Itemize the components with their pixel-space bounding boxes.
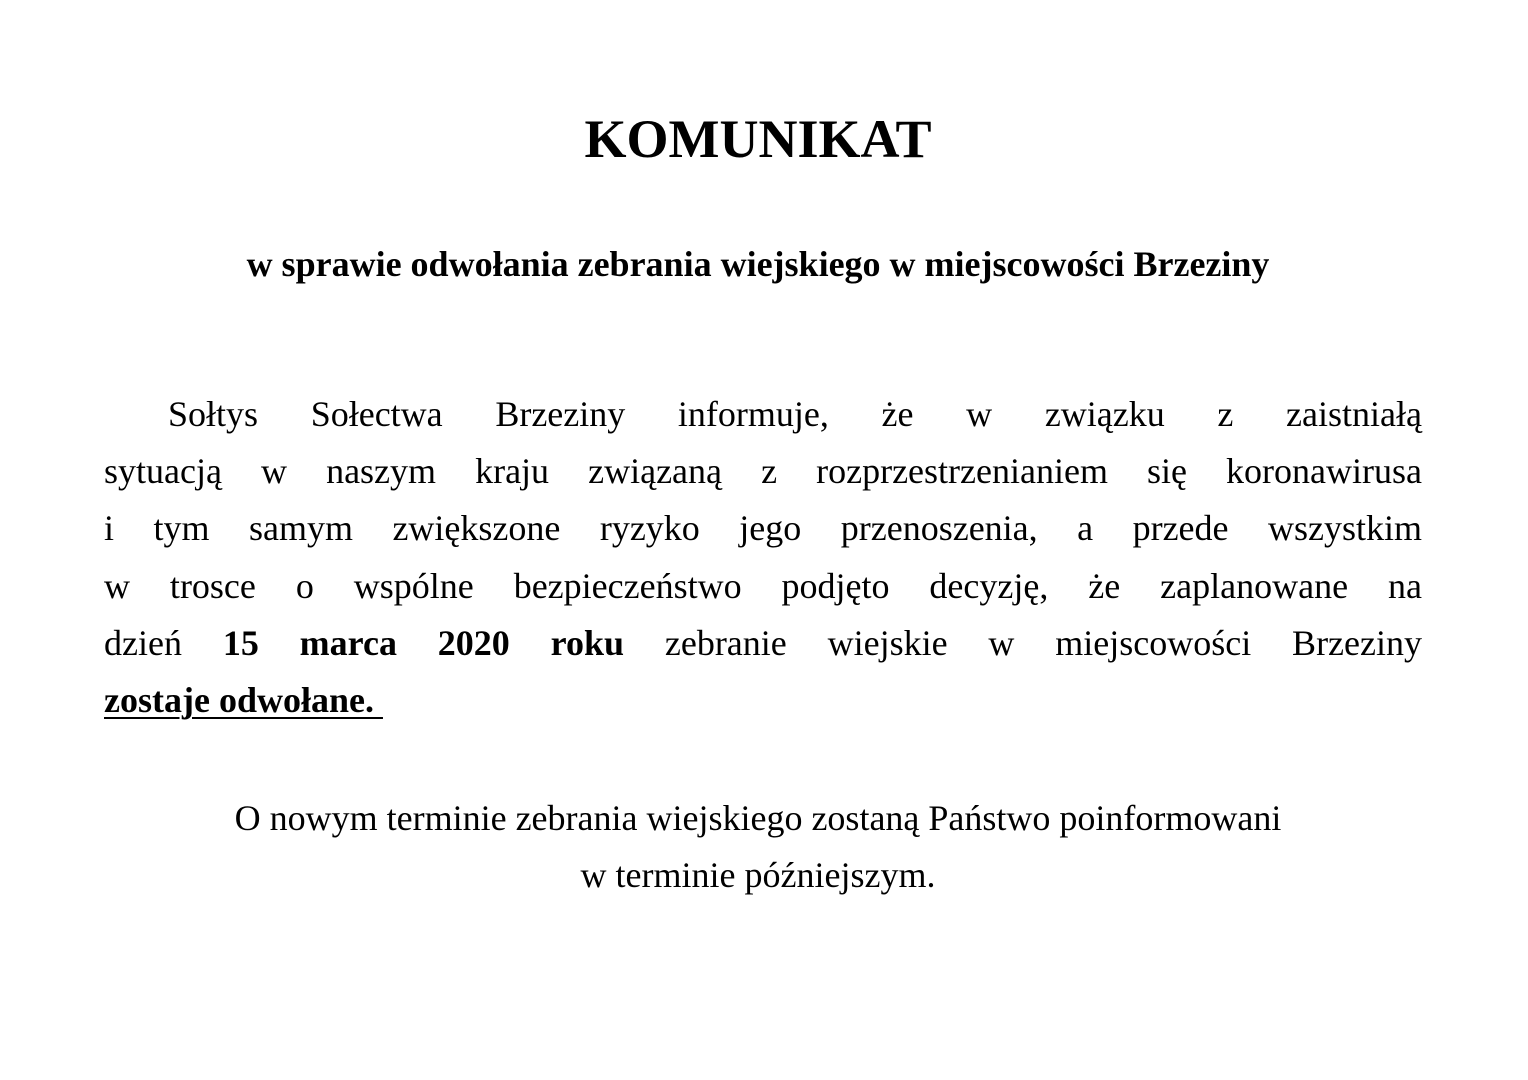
meeting-date: 15 marca 2020 roku	[222, 622, 625, 663]
body-line-1: Sołtys Sołectwa Brzeziny informuje, że w związku z zaistniałą	[168, 394, 1422, 434]
closing-line-2: w terminie późniejszym.	[580, 855, 936, 895]
document-subtitle: w sprawie odwołania zebrania wiejskiego w miejscowości Brzeziny	[246, 244, 1270, 284]
body-line-3: i tym samym zwiększone ryzyko jego przenoszenia, a przede wszystkim	[104, 508, 1422, 549]
body-line-5	[104, 615, 1422, 672]
body-line-2: sytuacją w naszym kraju związaną z rozprzestrzenianiem się koronawirusa	[104, 451, 1422, 492]
body-line-6	[104, 672, 1422, 729]
document-title: KOMUNIKAT	[584, 109, 932, 169]
closing-note	[0, 790, 1516, 904]
body-line-5-suffix: zebranie wiejskie w miejscowości Brzeziny	[664, 622, 1422, 663]
announcement-body	[104, 386, 1422, 729]
cancellation-notice: zostaje odwołane.	[104, 680, 383, 721]
body-line-4: w trosce o wspólne bezpieczeństwo podjęto decyzję, że zaplanowane na	[104, 565, 1422, 606]
body-line-5-prefix: dzień	[104, 622, 182, 663]
closing-line-1: O nowym terminie zebrania wiejskiego zostaną Państwo poinformowani	[234, 798, 1282, 838]
